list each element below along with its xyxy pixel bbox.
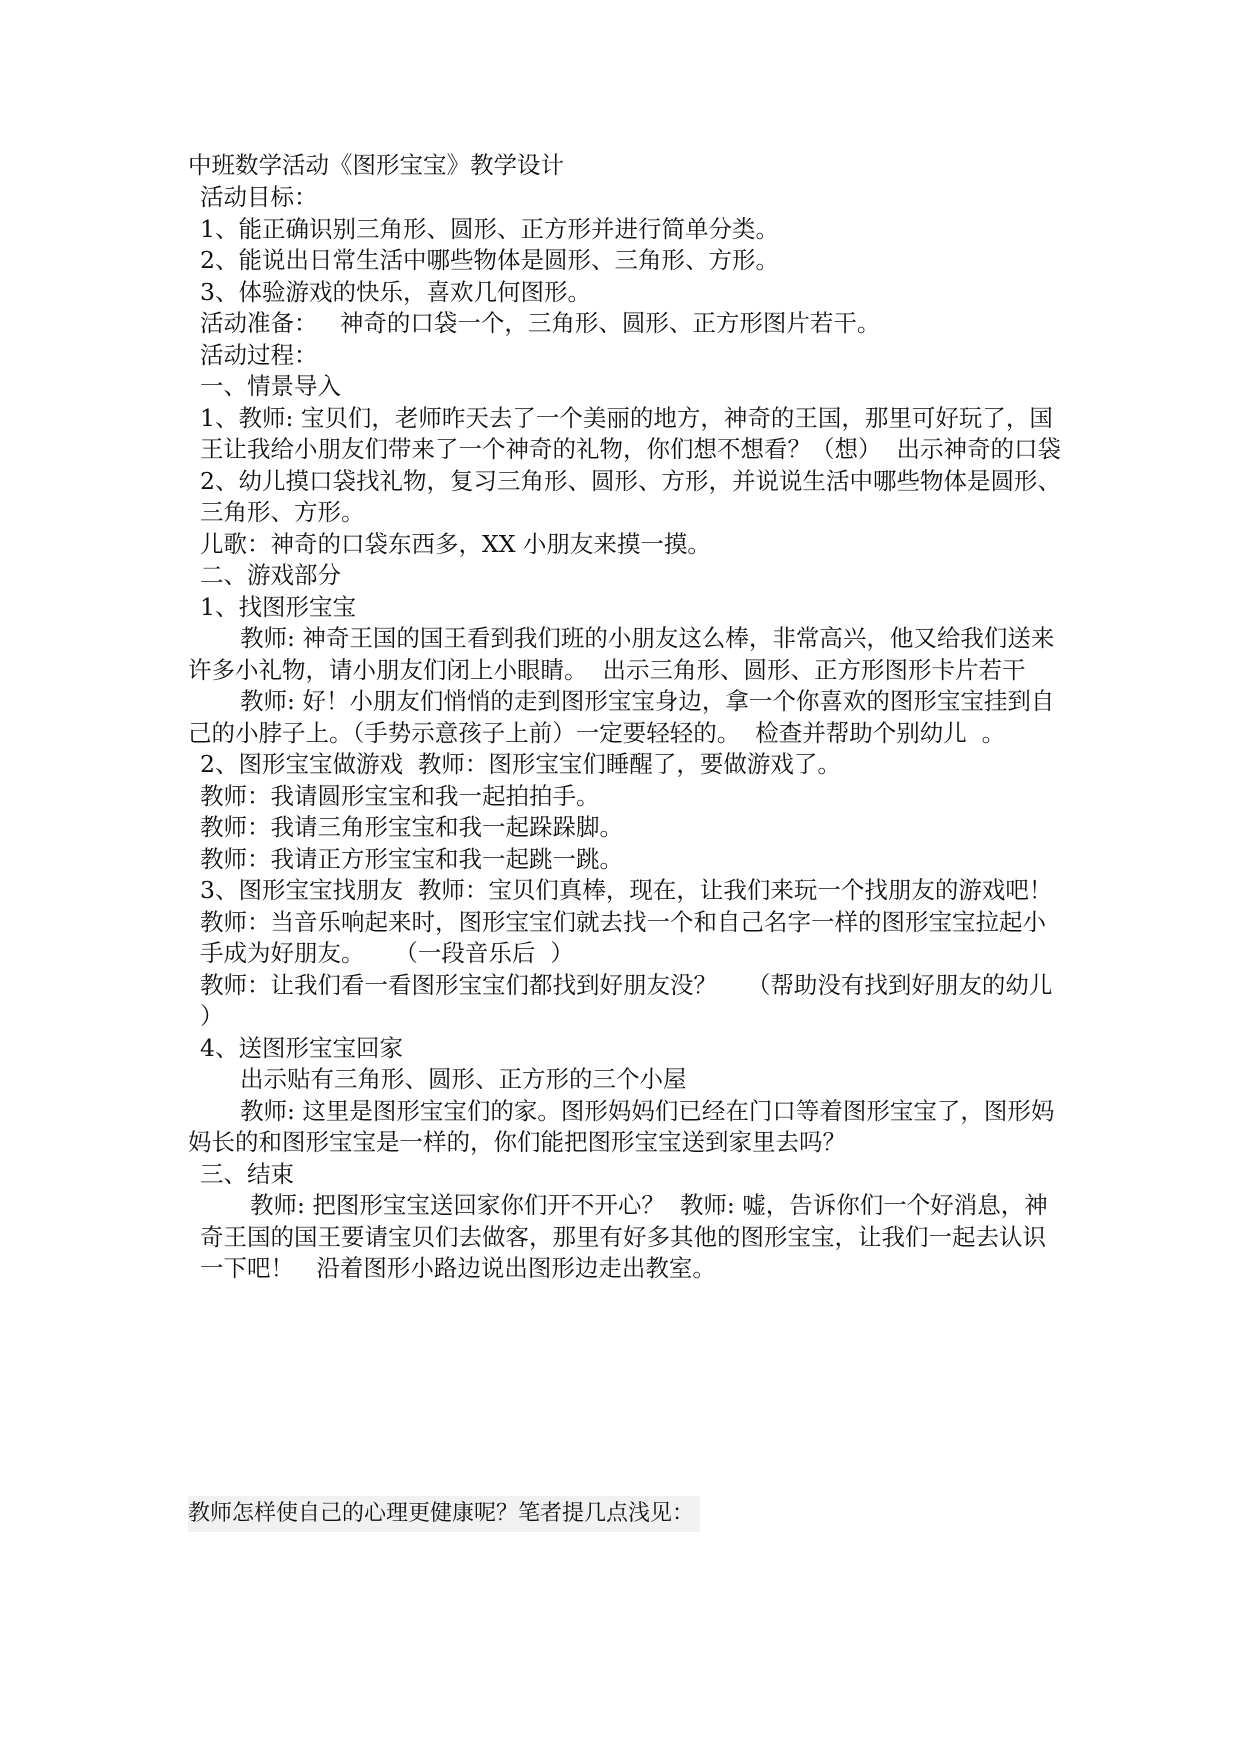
document-body bbox=[188, 148, 1068, 1285]
goal-item-1: 1、能正确识别三角形、圆形、正方形并进行简单分类。 bbox=[200, 214, 779, 243]
game-step-2-heading: 2、图形宝宝做游戏 教师：图形宝宝们睡醒了，要做游戏了。 bbox=[200, 750, 841, 778]
intro-step-1: 1、教师: 宝贝们，老师昨天去了一个美丽的地方，神奇的王国，那里可好玩了，国王让我给小朋友们带来了一个神奇的礼物，你们想不想看？（想） 出示神奇的口袋 bbox=[200, 403, 1061, 463]
game-step-1-text-b: 教师: 好！小朋友们悄悄的走到图形宝宝身边，拿一个你喜欢的图形宝宝挂到自己的小脖子上。（手势示意孩子上前）一定要轻轻的。 检查并帮助个别幼儿 。 bbox=[188, 687, 1055, 747]
section-heading-goals: 活动目标： bbox=[200, 183, 318, 211]
ending-text: 教师: 把图形宝宝送回家你们开不开心？ 教师: 嘘，告诉你们一个好消息，神奇王国的国王要请宝贝们去做客，那里有好多其他的图形宝宝，让我们一起去认识一下吧！ 沿着图形小路边说出图形边走出教室。 bbox=[200, 1191, 1048, 1282]
game-step-1-heading: 1、找图形宝宝 bbox=[200, 592, 356, 621]
game-step-2-line-2: 教师：我请三角形宝宝和我一起跺跺脚。 bbox=[200, 813, 623, 841]
game-step-4-heading: 4、送图形宝宝回家 bbox=[200, 1033, 403, 1062]
game-step-3-line-1: 教师：当音乐响起来时，图形宝宝们就去找一个和自己名字一样的图形宝宝拉起小手成为好朋友。 （一段音乐后 ） bbox=[200, 907, 1046, 967]
goal-item-3: 3、体验游戏的快乐，喜欢几何图形。 bbox=[200, 277, 591, 306]
goal-item-2: 2、能说出日常生活中哪些物体是圆形、三角形、方形。 bbox=[200, 246, 779, 274]
game-step-3-heading: 3、图形宝宝找朋友 教师：宝贝们真棒，现在，让我们来玩一个找朋友的游戏吧！ bbox=[200, 876, 1053, 904]
nursery-rhyme: 儿歌：神奇的口袋东西多，XX 小朋友来摸一摸。 bbox=[200, 529, 711, 558]
part-heading-game: 二、游戏部分 bbox=[200, 561, 341, 589]
game-step-2-line-1: 教师：我请圆形宝宝和我一起拍拍手。 bbox=[200, 781, 600, 810]
preparation-text: 活动准备： 神奇的口袋一个，三角形、圆形、正方形图片若干。 bbox=[200, 309, 881, 337]
footer-question: 教师怎样使自己的心理更健康呢？笔者提几点浅见： bbox=[188, 1496, 700, 1532]
game-step-1-text-a: 教师: 神奇王国的国王看到我们班的小朋友这么棒，非常高兴，他又给我们送来许多小礼物，请小朋友们闭上小眼睛。 出示三角形、圆形、正方形图形卡片若干 bbox=[188, 624, 1055, 684]
game-step-4-line-2: 教师: 这里是图形宝宝们的家。图形妈妈们已经在门口等着图形宝宝了，图形妈妈长的和图形宝宝是一样的，你们能把图形宝宝送到家里去吗？ bbox=[188, 1096, 1055, 1156]
game-step-2-line-3: 教师：我请正方形宝宝和我一起跳一跳。 bbox=[200, 844, 623, 873]
document-title: 中班数学活动《图形宝宝》教学设计 bbox=[188, 151, 564, 179]
intro-step-2: 2、幼儿摸口袋找礼物，复习三角形、圆形、方形，并说说生活中哪些物体是圆形、三角形、方形。 bbox=[200, 466, 1061, 526]
game-step-3-line-2: 教师：让我们看一看图形宝宝们都找到好朋友没？ （帮助没有找到好朋友的幼儿 ） bbox=[200, 970, 1068, 1030]
section-heading-process: 活动过程： bbox=[200, 340, 318, 369]
game-step-4-line-1: 出示贴有三角形、圆形、正方形的三个小屋 bbox=[240, 1065, 687, 1093]
part-heading-ending: 三、结束 bbox=[200, 1159, 294, 1188]
part-heading-intro: 一、情景导入 bbox=[200, 372, 341, 400]
